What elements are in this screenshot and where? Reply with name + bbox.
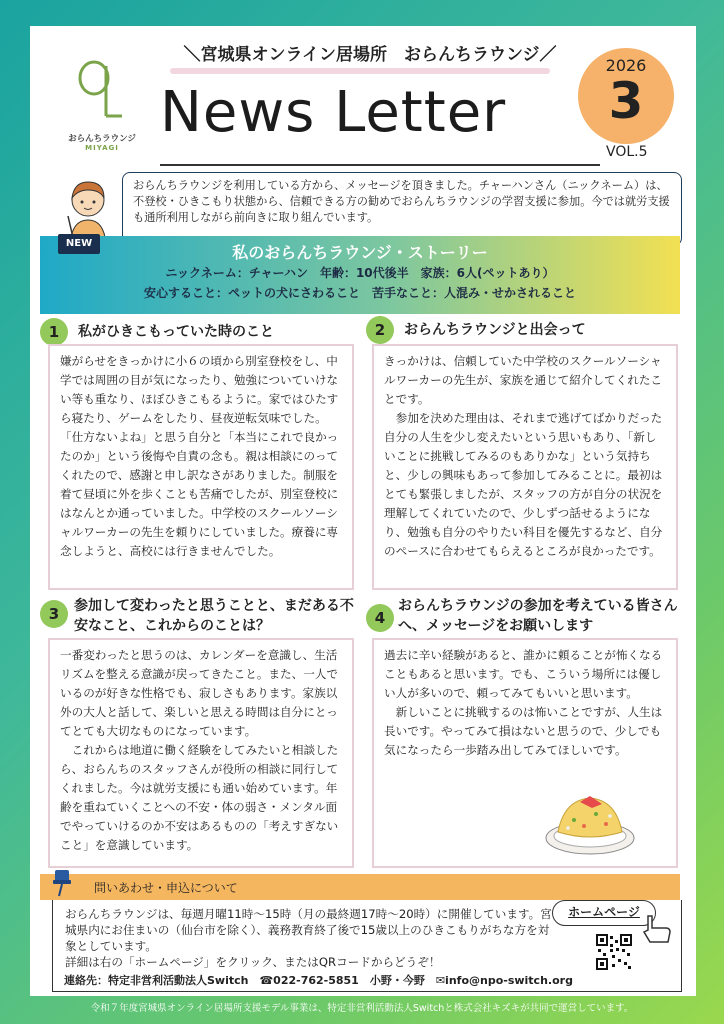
section-3-body bbox=[48, 638, 354, 868]
issue-month: 3 bbox=[608, 72, 644, 130]
story-profile-line-2: 安心すること：ペットの犬にさわること 苦手なこと：人混み・せかされること bbox=[143, 286, 576, 300]
section-1-title: 私がひきこもっていた時のこと bbox=[78, 324, 274, 340]
intro-message: おらんちラウンジを利用している方から、メッセージを頂きました。チャーハンさん（ニックネーム）は、不登校・ひきこもり状態から、信頼できる方の勧めでおらんちラウンジの学習支援に参加。今では就労支援も通所利用しながら前向きに取り組んでいます。 bbox=[122, 172, 682, 246]
section-3-title: 参加して変わったと思うことと、まだある不安なこと、これからのことは？ bbox=[74, 598, 354, 634]
contact-instructions: 詳細は右の「ホームページ」をクリック、またはQRコードからどうぞ！ bbox=[65, 955, 441, 969]
section-1-number: 1 bbox=[40, 318, 68, 346]
homepage-button-label: ホームページ bbox=[568, 905, 640, 919]
pushpin-icon bbox=[50, 868, 74, 898]
logo-mark-icon bbox=[76, 58, 126, 122]
issue-year: 2026 bbox=[605, 56, 647, 75]
section-4-paragraph-2: 新しいことに挑戦するのは怖いことですが、人生は長いです。やってみて損はないと思うので、少しでも気になったら一歩踏み出してみてほしいです。 bbox=[384, 705, 663, 757]
section-3-paragraph-2: これからは地道に働く経験をしてみたいと相談したら、おらんちのスタッフさんが役所の相談に同行してくれました。今は就労支援にも通い始めています。年齢を重ねていくことへの不安・体の弱さ・メンタル面でやっていけるのか不安はあるものの「考えすぎないこと」を意識しています。 bbox=[60, 743, 339, 852]
header-subtitle: ＼宮城県オンライン居場所 おらんちラウンジ／ bbox=[183, 45, 557, 65]
newsletter-page bbox=[30, 26, 696, 996]
logo bbox=[58, 56, 146, 160]
story-profile-line-1: ニックネーム：チャーハン 年齢：10代後半 家族：6人(ペットあり） bbox=[165, 266, 555, 280]
new-badge: NEW bbox=[58, 234, 100, 254]
footer-note: 令和７年度宮城県オンライン居場所支援モデル事業は、特定非営利活動法人Switchと株式会社キズキが共同で運営しています。 bbox=[90, 1003, 634, 1014]
pointing-hand-icon bbox=[640, 912, 674, 946]
logo-name: おらんちラウンジ bbox=[68, 134, 136, 144]
story-title: 私のおらんちラウンジ・ストーリー bbox=[232, 243, 488, 262]
fried-rice-illustration-icon bbox=[544, 786, 636, 858]
section-3-paragraph-1: 一番変わったと思うのは、カレンダーを意識し、生活リズムを整える意識が戻ってきたこと。また、一人でいるのが好きな性格でも、寂しさもあります。家族以外の大人と話して、楽しいと思える時間は自分にとってとても大切なものになっています。 bbox=[60, 648, 339, 738]
section-4-number: 4 bbox=[366, 604, 394, 632]
section-2-number: 2 bbox=[366, 316, 394, 344]
section-3-number: 3 bbox=[40, 600, 68, 628]
contact-title: 問いあわせ・申込について bbox=[94, 881, 238, 895]
header-divider bbox=[160, 164, 600, 166]
logo-sub: MIYAGI bbox=[85, 144, 119, 152]
section-1-body bbox=[48, 344, 354, 590]
section-2-paragraph-1: きっかけは、信頼していた中学校のスクールソーシャルワーカーの先生が、家族を通じて紹介してくれたことです。 bbox=[384, 354, 663, 406]
contact-description: おらんちラウンジは、毎週月曜11時～15時（月の最終週17時～20時）に開催しています。宮城県内にお住まいの（仙台市を除く）、義務教育終了後で15歳以上のひきこもりがちな方を対象としています。 bbox=[65, 907, 552, 953]
section-2-title: おらんちラウンジと出会って bbox=[404, 322, 586, 338]
section-2-paragraph-2: 参加を決めた理由は、それまで逃げてばかりだった自分の人生を少し変えたいという思いもあり、「新しいことに挑戦してみるのもありかな」という気持ちと、少しの興味もあって参加してみることに。最初はとても緊張しましたが、スタッフの方が自分の状況を理解してくれていたので、少しずつ話せるようになり、勉強も自分のやりたい科目を優先するなど、自分のペースに合わせてもらえるところが良かったです。 bbox=[384, 411, 663, 558]
contact-details: 連絡先：特定非営利活動法人Switch ☎022-762-5851 小野・今野 ✉info@npo-switch.org bbox=[64, 974, 573, 987]
section-2-body bbox=[372, 344, 678, 590]
section-4-paragraph-1: 過去に辛い経験があると、誰かに頼ることが怖くなることもあると思います。でも、こういう場所には優しい人が多いので、頼ってみてもいいと思います。 bbox=[384, 648, 663, 700]
section-1-paragraph: 嫌がらせをきっかけに小６の頃から別室登校をし、中学では周囲の目が気になったり、勉強についていけない等も重なり、ほぼひきこもるように。家ではひたすら寝たり、ゲームをしたり、昼夜逆転気味でした。「仕方ないよね」と思う自分と「本当にこれで良かったのか」という後悔や自責の念も。親は相談にのってくれたので、感謝と申し訳なさがありました。制服を着て昼頃に外を歩くことも苦痛でしたが、別室登校にはなんとか通っていました。中学校のスクールソーシャルワーカーの先生を頼りにしていました。療養に専念しようと、高校には行きませんでした。 bbox=[60, 354, 339, 558]
page-title: News Letter bbox=[160, 80, 507, 145]
subtitle-underline bbox=[170, 68, 550, 74]
section-4-title: おらんちラウンジの参加を考えている皆さんへ、メッセージをお願いします bbox=[398, 598, 678, 634]
qr-code-icon[interactable] bbox=[596, 934, 632, 970]
issue-volume: VOL.5 bbox=[606, 144, 648, 160]
